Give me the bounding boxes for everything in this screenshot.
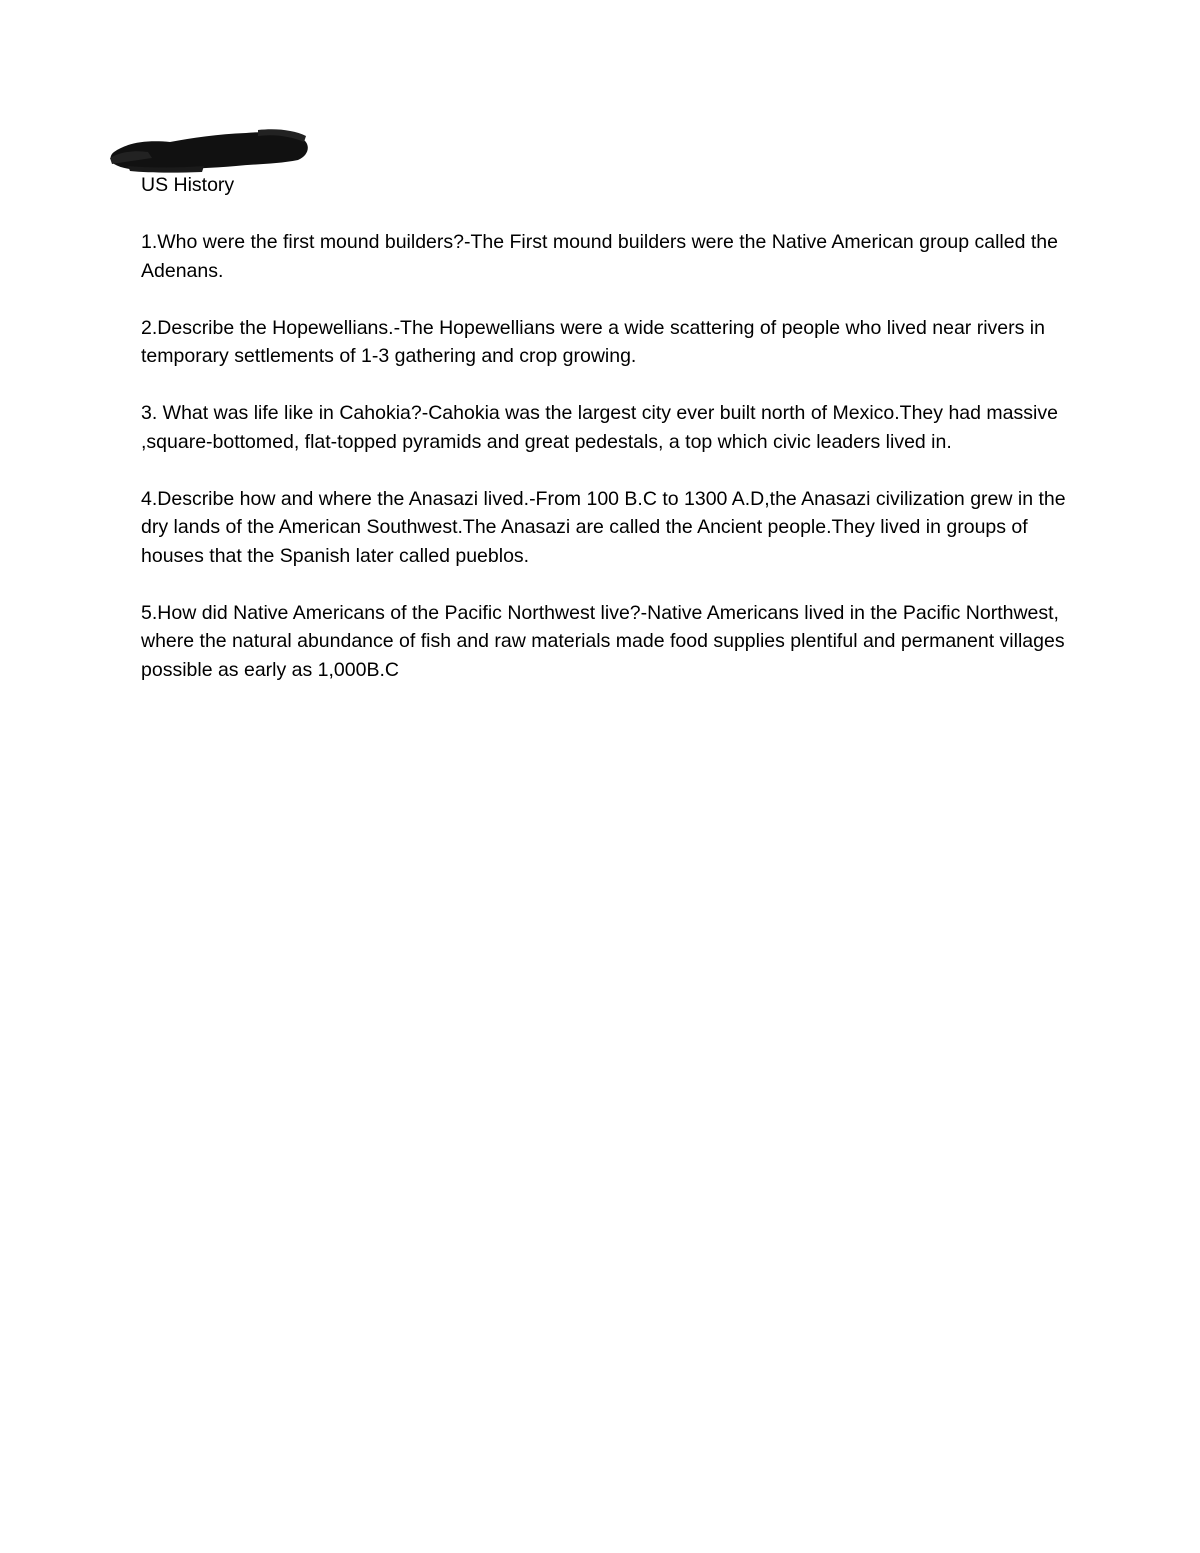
qa-item-5 xyxy=(141,599,1071,685)
question-2: 2.Describe the Hopewellians. xyxy=(141,316,394,339)
answer-1: -The First mound builders were the Native American group called the Adenans. xyxy=(141,231,1058,282)
question-4: 4.Describe how and where the Anasazi lived. xyxy=(141,487,530,510)
question-5: 5.How did Native Americans of the Pacific Northwest live? xyxy=(141,601,641,624)
qa-item-2 xyxy=(141,314,1071,371)
document-body xyxy=(141,171,1071,713)
course-title: US History xyxy=(141,174,235,196)
qa-item-4 xyxy=(141,485,1071,571)
answer-5: -Native Americans lived in the Pacific Northwest, where the natural abundance of fish and raw materials made food supplies plentiful and permanent villages possible as early as 1,000B.C xyxy=(141,601,1065,681)
qa-item-3 xyxy=(141,399,1071,456)
qa-item-1 xyxy=(141,228,1071,285)
answer-3: -Cahokia was the largest city ever built north of Mexico.They had massive ,square-bottomed, flat-topped pyramids and great pedestals, a top which civic leaders lived in. xyxy=(141,402,1058,453)
redacted-name-scribble xyxy=(108,128,312,174)
answer-2: -The Hopewellians were a wide scattering of people who lived near rivers in temporary settlements of 1-3 gathering and crop growing. xyxy=(141,316,1045,367)
question-3: 3. What was life like in Cahokia? xyxy=(141,402,422,424)
answer-4: -From 100 B.C to 1300 A.D,the Anasazi civilization grew in the dry lands of the American Southwest.The Anasazi are called the Ancient people.They lived in groups of houses that the Spanish later called pueblos. xyxy=(141,487,1066,567)
question-1: 1.Who were the first mound builders? xyxy=(141,231,464,253)
